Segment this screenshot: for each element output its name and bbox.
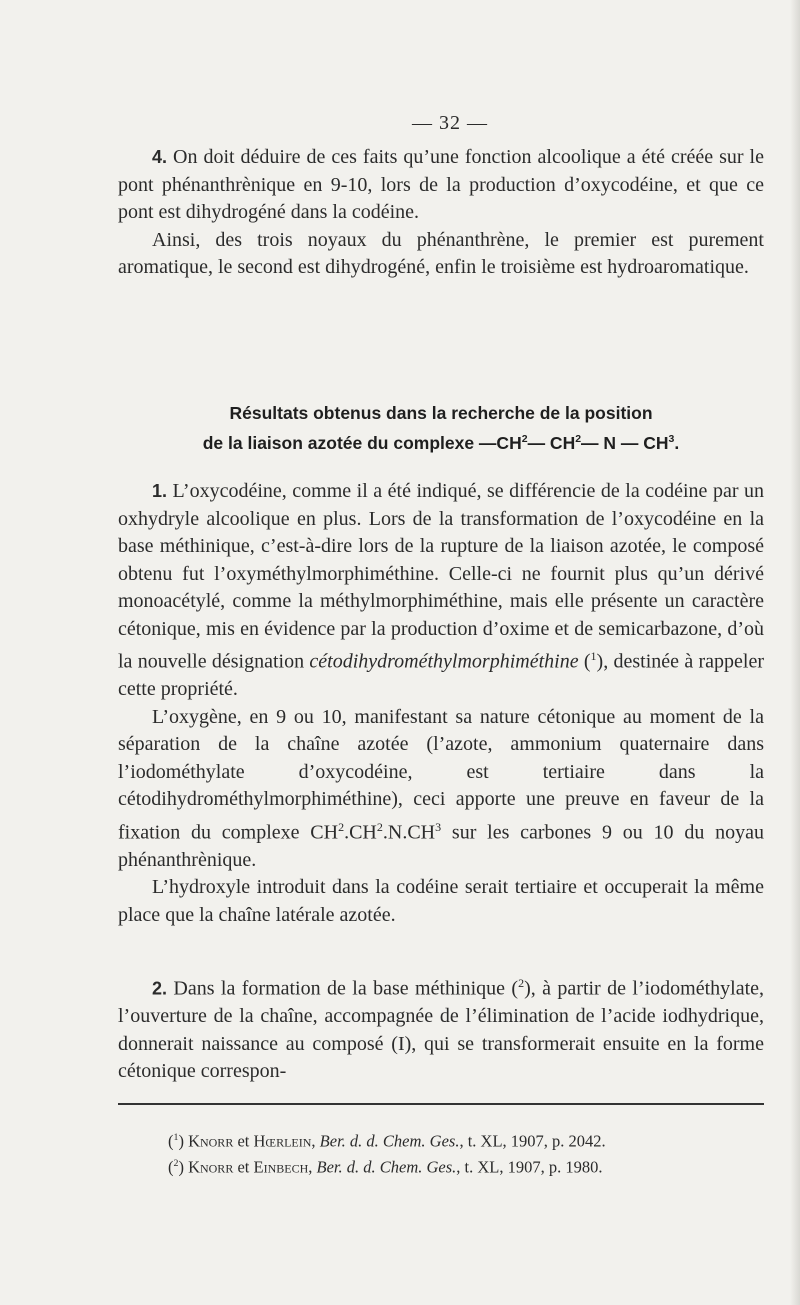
footnote-marker: 2 <box>173 1157 179 1169</box>
footnote-author: Hœrlein <box>253 1131 312 1151</box>
paragraph <box>118 874 764 929</box>
heading-text: — CH <box>527 432 576 453</box>
paragraph <box>118 144 764 227</box>
footnote-author: Knorr <box>188 1157 234 1176</box>
paragraph-text: ), à partir de l’iodométhylate, l’ouverture de la chaîne, accompagnée de l’élimination de l’acide iodhydrique, donnerait naissance au composé (I), qui se transformerait ensuite en la forme cétonique correspon- <box>118 977 765 1083</box>
footnotes <box>168 1127 768 1178</box>
page-number: — 32 — <box>412 112 488 134</box>
paragraph-text: Ainsi, des trois noyaux du phénanthrène, le premier est purement aromatique, le second est dihydrogéné, enfin le troisième est hydroaromatique. <box>118 228 764 278</box>
footnote-journal: Ber. d. d. Chem. Ges. <box>319 1131 460 1151</box>
footnote-author: Einbech <box>253 1157 309 1176</box>
superscript: 2 <box>338 819 345 834</box>
paragraph-number: 4. <box>152 147 168 167</box>
paragraph-text: L’oxycodéine, comme il a été indiqué, se différencie de la codéine par un oxhydryle alcoolique en plus. Lors de la transformation de l’oxycodéine en la base méthinique, c’est-à-dire lors de la rupture de la liaison azotée, le composé obtenu fut l’oxyméthylmorphiméthine. Celle-ci ne fournit plus qu’un dérivé monoacétylé, comme la méthylmorphiméthine, mais elle présente un caractère cétonique, mis en évidence par la production d’oxime et de semicarbazone, d’où la nouvelle désignation <box>118 480 764 673</box>
superscript: 2 <box>575 433 582 445</box>
paragraph-number: 1. <box>152 481 168 501</box>
footnote-ref: 1 <box>590 649 597 663</box>
footnote-text: , t. XL, 1907, p. 2042. <box>459 1131 606 1151</box>
paragraph-text: .CH <box>344 821 377 844</box>
page-edge-shadow <box>790 0 800 1305</box>
paragraph-text: L’hydroxyle introduit dans la codéine serait tertiaire et occuperait la même place que la chaîne latérale azotée. <box>118 876 764 926</box>
paragraph-text: L’oxygène, en 9 ou 10, manifestant sa nature cétonique au moment de la séparation de la chaîne azotée (l’azote, ammonium quaternaire dans l’iodométhylate d’oxycodéine, est tertiaire dans la cétodihydrométhylmorphiméthine), ceci apporte une preuve en faveur de la fixation du complexe CH <box>118 705 764 844</box>
paragraph <box>118 970 764 1086</box>
footnote-text: , t. XL, 1907, p. 1980. <box>456 1157 603 1176</box>
paragraph-text: sur les carbones 9 ou 10 du noyau phénanthrènique. <box>118 821 764 871</box>
footnote-ref: 2 <box>518 976 525 990</box>
section-2-block <box>118 970 764 1086</box>
italic-term: cétodihydrométhylmorphiméthine <box>309 650 579 673</box>
footnote-text: et <box>233 1157 254 1176</box>
paragraph-text: On doit déduire de ces faits qu’une fonction alcoolique a été créée sur le pont phénanthrènique en 9-10, lors de la production d’oxycodéine, et que ce pont est dihydrogéné dans la codéine. <box>118 146 764 223</box>
footnote: ($^1$) Knorr et Hœrlein, Ber. d. d. Chem. Ges., t. XL, 1907, p. 2042. <box>168 1131 606 1151</box>
footnote-text: et <box>233 1131 254 1151</box>
footnote-marker: 1 <box>173 1132 179 1143</box>
paragraph-text: .N.CH <box>382 821 436 844</box>
footnote: ($^2$) Knorr et Einbech, Ber. d. d. Chem. Ges., t. XL, 1907, p. 1980. <box>168 1157 603 1176</box>
footnote-journal: Ber. d. d. Chem. Ges. <box>316 1157 457 1176</box>
heading-line <box>118 426 764 456</box>
paragraph: 1. L’oxycodéine, comme il a été indiqué, se différencie de la codéine par un oxhydryle alcoolique en plus. Lors de la transformation de l’oxycodéine en la base méthinique, c’est-à-dire lors de la rupture de la liaison azotée, le composé obtenu fut l’oxyméthylmorphiméthine. Celle-ci ne fournit plus qu’un dérivé monoacétylé, comme la méthylmorphiméthine, mais elle présente un caractère cétonique, mis en évidence par la production d’oxime et de semicarbazone, d’où la nouvelle désignation cétodihydrométhylmorphiméthine ($^1$), destinée à rappeler cette propriété. <box>118 480 764 701</box>
paragraph <box>118 704 764 875</box>
paragraph <box>118 227 764 282</box>
paragraph-text: Dans la formation de la base méthinique ( <box>173 977 519 1000</box>
section-heading <box>118 400 764 456</box>
heading-text: — N — CH <box>581 432 669 453</box>
superscript: 2 <box>376 819 383 834</box>
heading-line: Résultats obtenus dans la recherche de la position <box>229 403 653 423</box>
paragraph-number: 2. <box>152 978 168 999</box>
heading-text: de la liaison azotée du complexe —CH <box>202 432 522 453</box>
section-1-block <box>118 478 764 929</box>
heading-text: . <box>674 432 680 453</box>
paragraph-text: , destinée à rappeler cette propriété. <box>118 650 764 701</box>
footnote-author: Knorr <box>188 1131 234 1151</box>
footnote-divider <box>118 1103 764 1105</box>
superscript: 3 <box>668 433 675 445</box>
superscript: 2 <box>521 433 528 445</box>
superscript: 3 <box>435 819 442 834</box>
section-4-block <box>118 144 764 282</box>
